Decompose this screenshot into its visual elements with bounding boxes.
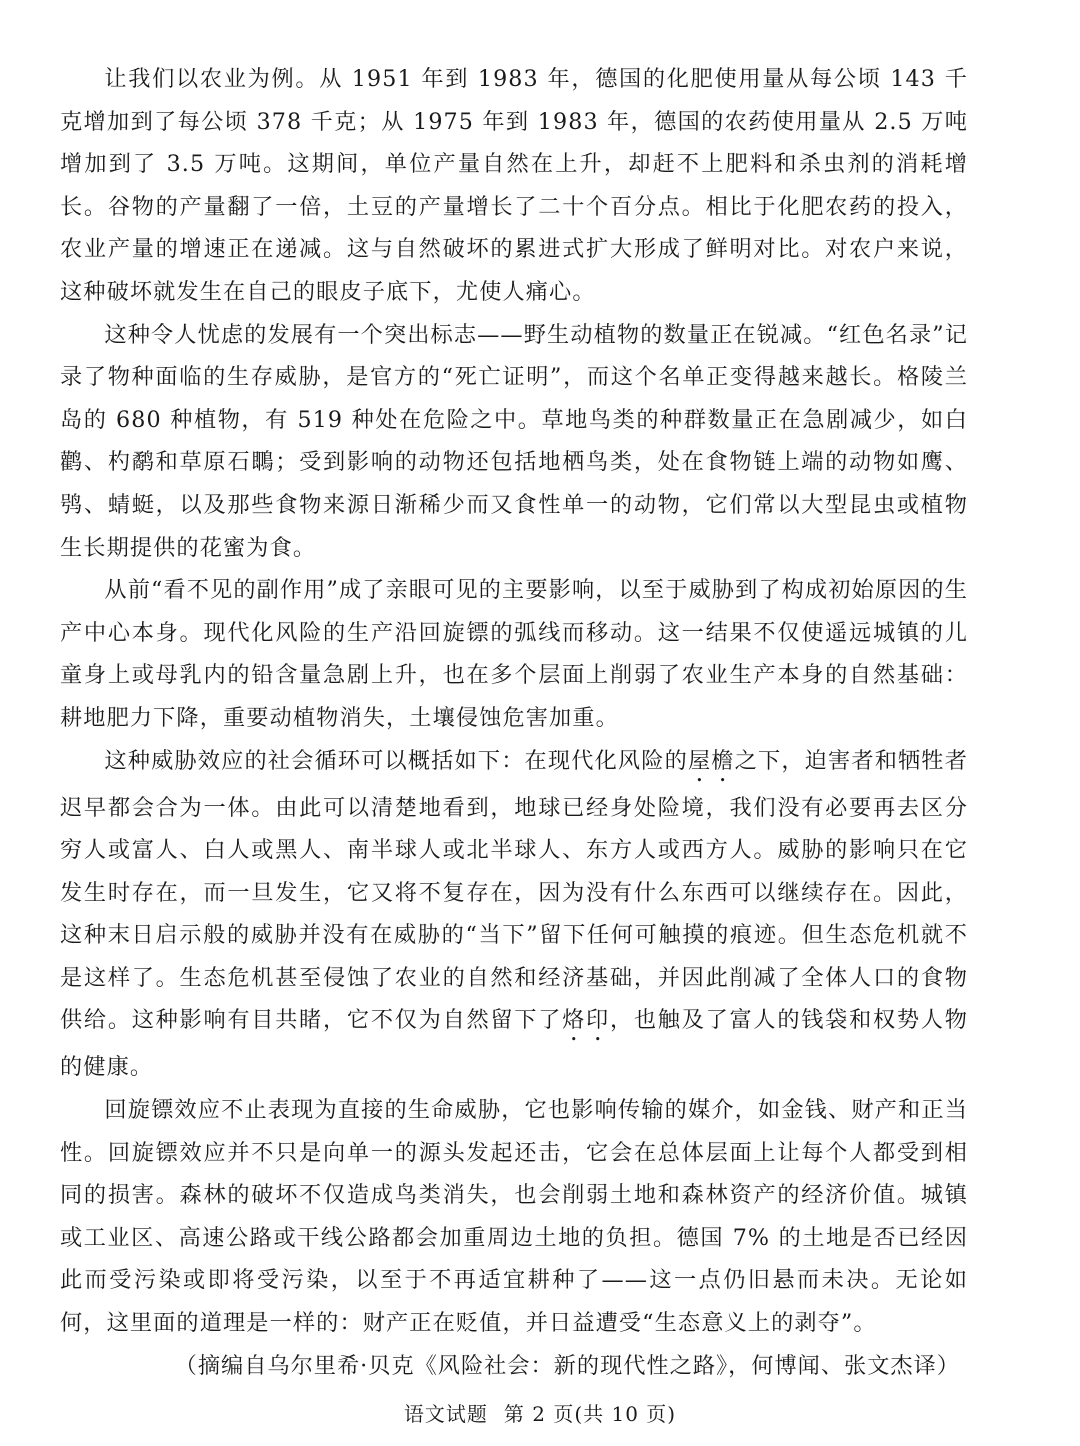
footer-page-number: 第 2 页(共 10 页) [503, 1402, 677, 1426]
emphasized-word-eaves: 屋檐 [687, 747, 735, 774]
footer-subject: 语文试题 [403, 1402, 488, 1426]
paragraph-species-decline: 这种令人忧虑的发展有一个突出标志——野生动植物的数量正在锐减。“红色名录”记录了物种面临的生存威胁，是官方的“死亡证明”，而这个名单正变得越来越长。格陵兰岛的 680 种植物，有 519 种处在危险之中。草地鸟类的种群数量正在急剧减少，如白鹳、杓鹬和草原石䳭；受到影响的动物还包括地栖鸟类，处在食物链上端的动物如鹰、鸮、蜻蜓，以及那些食物来源日渐稀少而又食性单一的动物，它们常以大型昆虫或植物生长期提供的花蜜为食。 [60, 321, 968, 561]
paragraph-side-effects: 从前“看不见的副作用”成了亲眼可见的主要影响，以至于威胁到了构成初始原因的生产中心本身。现代化风险的生产沿回旋镖的弧线而移动。这一结果不仅使遥远城镇的儿童身上或母乳内的铅含量急剧上升，也在多个层面上削弱了农业生产本身的自然基础：耕地肥力下降，重要动植物消失，土壤侵蚀危害加重。 [60, 577, 968, 731]
emphasized-word-brand: 烙印 [562, 1007, 610, 1034]
source-citation: （摘编自乌尔里希·贝克《风险社会：新的现代性之路》，何博闻、张文杰译） [174, 1352, 960, 1379]
paragraph-threat-cycle-part3: ，也触及了富人的钱袋和权势人物的健康。 [60, 1007, 969, 1081]
page-footer [0, 1398, 1080, 1427]
paragraph-threat-cycle-part1: 这种威胁效应的社会循环可以概括如下：在现代化风险的 [104, 747, 688, 774]
paragraph-boomerang-effect: 回旋镖效应不止表现为直接的生命威胁，它也影响传输的媒介，如金钱、财产和正当性。回旋镖效应并不只是向单一的源头发起还击，它会在总体层面上让每个人都受到相同的损害。森林的破坏不仅造成鸟类消失，也会削弱土地和森林资产的经济价值。城镇或工业区、高速公路或干线公路都会加重周边土地的负担。德国 7% 的土地是否已经因此而受污染或即将受污染，以至于不再适宜耕种了——这一点仍旧悬而未决。无论如何，这里面的道理是一样的：财产正在贬值，并日益遭受“生态意义上的剥夺”。 [60, 1097, 968, 1337]
article-body [60, 58, 968, 1387]
paragraph-threat-cycle-part2: 之下，迫害者和牺牲者迟早都会合为一体。由此可以清楚地看到，地球已经身处险境，我们没有必要再去区分穷人或富人、白人或黑人、南半球人或北半球人、东方人或西方人。威胁的影响只在它发生时存在，而一旦发生，它又将不复存在，因为没有什么东西可以继续存在。因此，这种末日启示般的威胁并没有在威胁的“当下”留下任何可触摸的痕迹。但生态危机就不是这样了。生态危机甚至侵蚀了农业的自然和经济基础，并因此削减了全体人口的食物供给。这种影响有目共睹，它不仅为自然留下了 [60, 747, 969, 1034]
paragraph-threat-cycle [60, 740, 968, 1090]
paragraph-agriculture: 让我们以农业为例。从 1951 年到 1983 年，德国的化肥使用量从每公顷 143 千克增加到了每公顷 378 千克；从 1975 年到 1983 年，德国的农药使用量从 2.5 万吨增加到了 3.5 万吨。这期间，单位产量自然在上升，却赶不上肥料和杀虫剂的消耗增长。谷物的产量翻了一倍，土豆的产量增长了二十个百分点。相比于化肥农药的投入，农业产量的增速正在递减。这与自然破坏的累进式扩大形成了鲜明对比。对农户来说，这种破坏就发生在自己的眼皮子底下，尤使人痛心。 [60, 66, 968, 305]
